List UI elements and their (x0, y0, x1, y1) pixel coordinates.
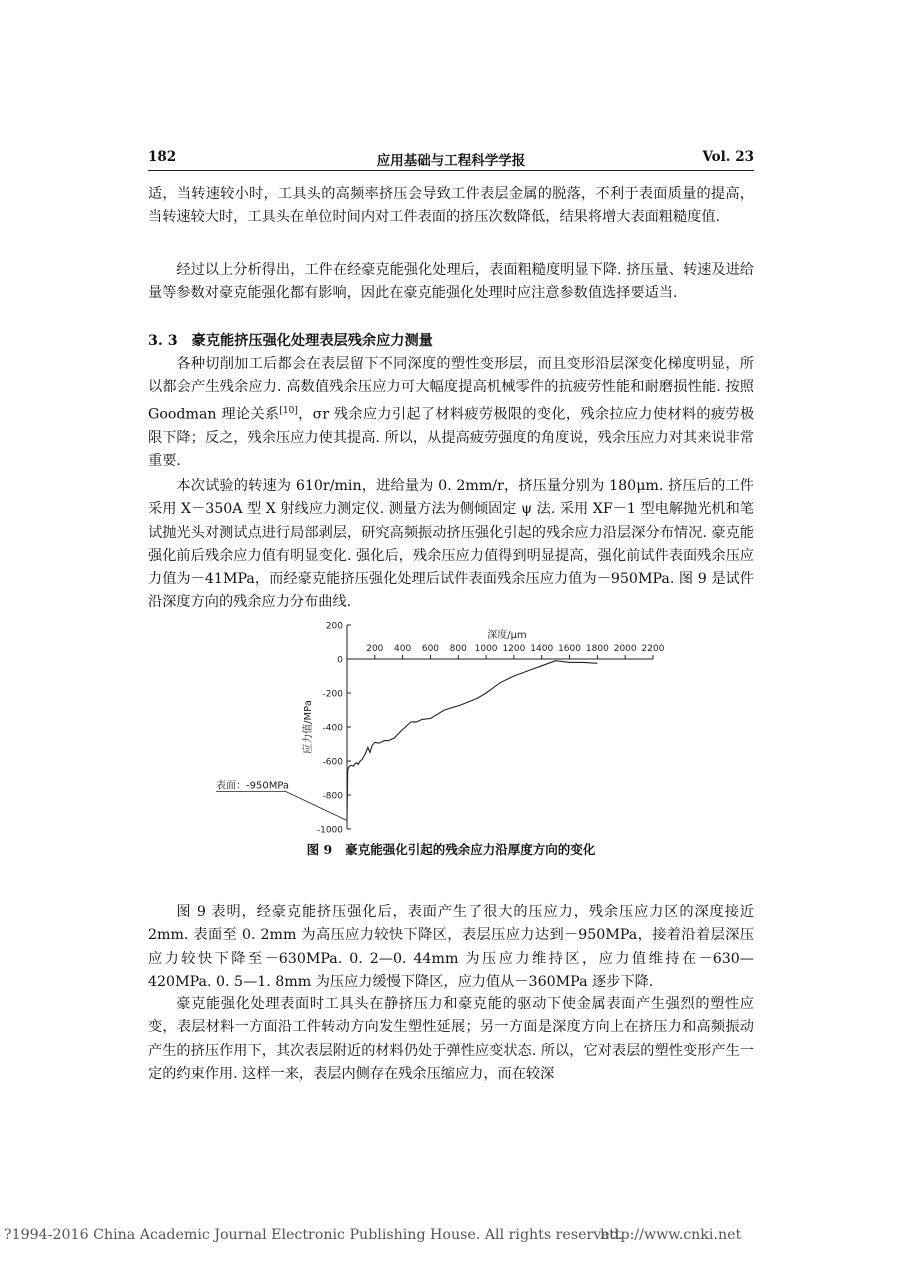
paragraph-text: 各种切削加工后都会在表层留下不同深度的塑性变形层，而且变形沿层深变化梯度明显，所以都会产生残余应力. 高数值残余压应力可大幅度提高机械零件的抗疲劳性能和耐磨损性能. 按照 Goodman 理论关系 (148, 356, 754, 423)
surface-annotation: 表面：-950MPa (216, 780, 290, 792)
y-tick-label: -800 (322, 791, 343, 802)
journal-title: 应用基础与工程科学学报 (376, 153, 526, 169)
y-tick-label: -1000 (316, 825, 343, 836)
page-number: 182 (148, 149, 177, 165)
figure-caption (148, 840, 754, 858)
x-tick-label: 1000 (474, 644, 498, 654)
paragraph-text: ，σr 残余应力引起了材料疲劳极限的变化，残余拉应力使材料的疲劳极限下降；反之，残余压应力使其提高. 所以，从提高疲劳强度的角度说，残余压应力对其来说非常重要. (148, 406, 755, 469)
x-tick-label: 600 (421, 644, 440, 654)
section-number: 3. 3 (148, 333, 178, 349)
y-tick-label: 0 (337, 655, 343, 666)
chart-axes (301, 622, 665, 836)
running-header (148, 146, 754, 171)
citation-ref: [10] (279, 405, 298, 416)
paragraph-conclusion: 经过以上分析得出，工件在经豪克能强化处理后，表面粗糙度明显下降. 挤压量、转速及进给量等参数对豪克能强化都有影响，因此在豪克能强化处理时应注意参数值选择要适当. (148, 262, 754, 302)
section-heading (148, 330, 754, 353)
footer-url: http://www.cnki.net (600, 1227, 742, 1243)
series-line (347, 661, 597, 821)
y-tick-label: -200 (322, 689, 343, 700)
paragraph-figure-analysis: 图 9 表明，经豪克能挤压强化后，表面产生了很大的压应力，残余压应力区的深度接近 2mm. 表面至 0. 2mm 为高压应力较快下降区，表层压应力达到－950MPa，接着沿着层深压应力较快下降至－630MPa. 0. 2—0. 44mm 为压应力维持区，应力值维持在－630—420MPa. 0. 5—1. 8mm 为压应力缓慢下降区，应力值从－360MPa 逐步下降. (148, 904, 754, 990)
paragraph-continuation: 适，当转速较小时，工具头的高频率挤压会导致工件表层金属的脱落，不利于表面质量的提高，当转速较大时，工具头在单位时间内对工件表面的挤压次数降低，结果将增大表面粗糙度值. (148, 186, 754, 226)
x-tick-label: 1600 (558, 644, 581, 654)
y-tick-label: 200 (325, 621, 343, 632)
x-tick-label: 400 (394, 644, 412, 654)
volume-number: Vol. 23 (702, 149, 754, 165)
caption-label: 图 9 (306, 842, 333, 857)
x-tick-label: 1200 (502, 644, 526, 654)
y-tick-label: -600 (322, 757, 343, 768)
x-tick-label: 1400 (530, 644, 554, 654)
x-tick-label: 2200 (641, 644, 665, 654)
x-tick-label: 1800 (585, 644, 609, 654)
y-axis-label: 应力值/MPa (303, 700, 314, 754)
caption-text: 豪克能强化引起的残余应力沿厚度方向的变化 (345, 842, 596, 857)
x-tick-label: 2000 (613, 644, 637, 654)
chart-marks (216, 661, 597, 821)
x-axis-label: 深度/μm (487, 630, 527, 641)
y-tick-label: -400 (322, 723, 343, 734)
x-tick-label: 200 (366, 644, 384, 654)
paragraph-residual-stress (148, 353, 754, 473)
paragraph-experiment: 本次试验的转速为 610r/min，进给量为 0. 2mm/r，挤压量分别为 180μm. 挤压后的工件采用 X－350A 型 X 射线应力测定仪. 测量方法为侧倾固定 ψ 法. 采用 XF－1 型电解抛光机和笔试抛光头对测试点进行局部剥层，研究高频振动挤压强化引起的残余应力沿层深分布情况. 豪克能强化前后残余应力值有明显变化. 强化后，残余压应力值得到明显提高，强化前试件表面残余压应力值为－41MPa，而经豪克能挤压强化处理后试件表面残余压应力值为－950MPa. 图 9 是试件沿深度方向的残余应力分布曲线. (148, 478, 754, 611)
paragraph-mechanism: 豪克能强化处理表面时工具头在静挤压力和豪克能的驱动下使金属表面产生强烈的塑性应变，表层材料一方面沿工件转动方向发生塑性延展；另一方面是深度方向上在挤压力和高频振动产生的挤压作用下，其次表层附近的材料仍处于弹性应变状态. 所以，它对表层的塑性变形产生一定的约束作用. 这样一来，表层内侧存在残余压缩应力，而在较深 (148, 996, 754, 1082)
x-tick-label: 800 (449, 644, 467, 654)
section-title: 豪克能挤压强化处理表层残余应力测量 (191, 333, 433, 349)
residual-stress-chart (206, 615, 678, 845)
footer-copyright: ?1994-2016 China Academic Journal Electronic Publishing House. All rights reserved. (4, 1227, 624, 1243)
